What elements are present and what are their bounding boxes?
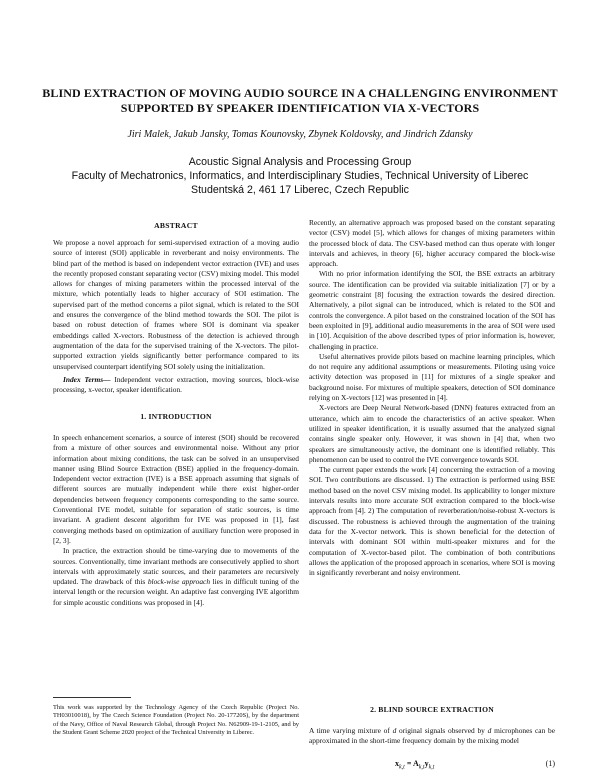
right-paragraph-4: X-vectors are Deep Neural Network-based (DNN) features extracted from an utterance, which aim to encode the characteristics of an active speaker. When utilized in speaker identification, it is usually assumed that the analyzed signal contains single speaker only. However, it was shown in [4] that, when two speakers are simultaneously active, the dominant one is identified reliably. This phenomenon can be used to control the IVE convergence towards SOI. [309, 403, 555, 464]
author-list: Jiri Malek, Jakub Jansky, Tomas Kounovsky, Zbynek Koldovsky, and Jindrich Zdansky [127, 129, 473, 140]
footnote: This work was supported by the Technology Agency of the Czech Republic (Project No. TH03010018), by The Czech Science Foundation (Project No. 20-17720S), by the department of the Navy, Office of Naval Research Global, through Project No. N62909-19-1-2105, and by the Student Grant Scheme 2020 project of the Technical University in Liberec. [53, 704, 299, 736]
section-2-paragraph [309, 726, 555, 747]
footnote-rule [53, 697, 131, 698]
abstract-section [53, 238, 299, 395]
s2-var-d: d [392, 726, 397, 735]
intro-heading: 1. INTRODUCTION [140, 412, 212, 421]
intro-p2-end: lies in difficult tuning of the interval length or the recursion weight. An adaptive fast converging IVE algorithm for simple acoustic conditions was proposed in [4]. [53, 577, 299, 607]
right-paragraph-2: With no prior information identifying the SOI, the BSE extracts an arbitrary source. The identification can be provided via suitable initialization [7] or by a geometric constraint [8] focusing the extraction towards the desired direction. Alternatively, a pilot signal can be introduced, which is related to the SOI and controls the convergence. A pilot based on the constrained location of the SOI has been exploited in [9], additional audio measurements in the area of SOI were used in [10]. Acquisition of the above described types of prior information is, however, challenging in practice. [309, 269, 555, 351]
intro-p2-emphasis: block-wise approach [147, 577, 211, 587]
right-paragraph-3: Useful alternatives provide pilots based on machine learning principles, which do not require any additional assumptions or measurements. Piloting using voice activity detection was proposed in [11] for mixtures of a single speaker and background noise. For mixtures of multiple speakers, detection of SOI dominance relying on X-vectors [12] was presented in [4]. [309, 351, 555, 403]
abstract-body: We propose a novel approach for semi-supervised extraction of a moving audio source of interest (SOI) applicable in reverberant and noisy environments. The blind part of the method is based on independent vector extraction (IVE) and uses the recently proposed constant separating vector (CSV) mixing model. This model allows for changes of mixing parameters within the processed interval of the mixture, which potentially leads to higher accuracy of SOI estimation. The supervised part of the method concerns a pilot signal, which is related to the SOI and ensures the convergence of the blind method towards the SOI. The pilot is based on robust detection of frames where SOI is dominant via speaker embeddings called X-vectors. Robustness of the detection is achieved through augmentation of the data for the supervised training of the X-vectors. The pilot-supported extraction yields significantly better performance compared to its unsupervised counterpart identifying SOI solely using the initialization. [53, 238, 299, 371]
section-2-heading: 2. BLIND SOURCE EXTRACTION [370, 705, 494, 714]
s2-text-1: A time varying mixture of [309, 726, 393, 735]
s2-var-d2: d [487, 726, 492, 735]
section-2-intro [309, 726, 555, 747]
s2-text-2: original signals observed by [396, 726, 488, 735]
intro-paragraph-1: In speech enhancement scenarios, a source of interest (SOI) should be recovered from a mixture of other sources and environmental noise. Without any prior information about mixing conditions, the task can be solved in an unsupervised manner using Blind Source Extraction (BSE) applied in the frequency-domain. Independent vector extraction (IVE) is a BSE approach assuming that signals of different sources are mutually independent while there exist higher-order dependencies between frequency components corresponding to the same source. Conventional IVE model, suitable for separation of static sources, is time invariant. A gradient descent algorithm for IVE was proposed in [1], fast converging methods based on optimization of auxiliary function were proposed in [2, 3]. [53, 433, 299, 545]
affiliation-address: Studentská 2, 461 17 Liberec, Czech Republic [191, 184, 409, 196]
eq-y-sub: k,t [428, 764, 435, 771]
index-terms-text: Independent vector extraction, moving sources, block-wise processing, x-vector, speaker identification. [53, 374, 300, 395]
intro-section [53, 433, 299, 608]
right-paragraph-1: Recently, an alternative approach was proposed based on the constant separating vector (CSV) model [5], which allows for changes of mixing parameters within the processed block of data. The CSV-based method can thus operate with longer intervals and achieves, in theory [6], higher accuracy compared the block-wise approach. [309, 218, 555, 269]
paper-title: BLIND EXTRACTION OF MOVING AUDIO SOURCE IN A CHALLENGING ENVIRONMENT SUPPORTED BY SPEAKER IDENTIFICATION VIA X-VECTORS [42, 86, 558, 115]
index-terms-label: Index Terms— [63, 374, 111, 384]
equation-number: (1) [545, 759, 555, 768]
affiliation-faculty: Faculty of Mechatronics, Informatics, and Interdisciplinary Studies, Technical University of Liberec [71, 170, 529, 182]
intro-p2-start: In practice, the extraction should be time-varying due to movements of the sources. Conventionally, time invariant methods are consecutively applied to short intervals with approximately static sources, and their parameters are recursively updated. The drawback of this [53, 546, 299, 587]
intro-paragraph-2 [53, 546, 299, 608]
eq-a: = A [404, 759, 419, 768]
right-paragraph-5: The current paper extends the work [4] concerning the extraction of a moving SOI. Two contributions are discussed. 1) The extraction is performed using BSE method based on the novel CSV mixing model. Its applicability to longer mixture intervals results into more accurate SOI extraction compared to the block-wise approach from [4]. 2) The computation of reverberation/noise-robust X-vectors is discussed. The robustness is achieved through the augmentation of the training data for the X-vector network. This is shown beneficial for the detection of intervals with dominant SOI within multi-speaker mixtures and for the computation of X-vector-based pilot. The combination of both contributions allows the application of the proposed approach in scenarios, where SOI is moving in significantly reverberant and noisy environment. [309, 465, 555, 578]
eq-y: y [424, 759, 429, 768]
index-terms [53, 375, 299, 396]
equation-body [395, 759, 434, 771]
affiliation-group: Acoustic Signal Analysis and Processing Group [188, 156, 412, 168]
affiliation [20, 155, 580, 197]
s2-text-3: microphones can be approximated in the short-time frequency domain by the mixing model [309, 726, 555, 746]
eq-x: x [395, 759, 399, 768]
abstract-heading: ABSTRACT [154, 221, 198, 230]
eq-x-sub: k,t [399, 764, 405, 771]
eq-a-sub: k,t [418, 764, 425, 771]
right-column [309, 218, 555, 578]
